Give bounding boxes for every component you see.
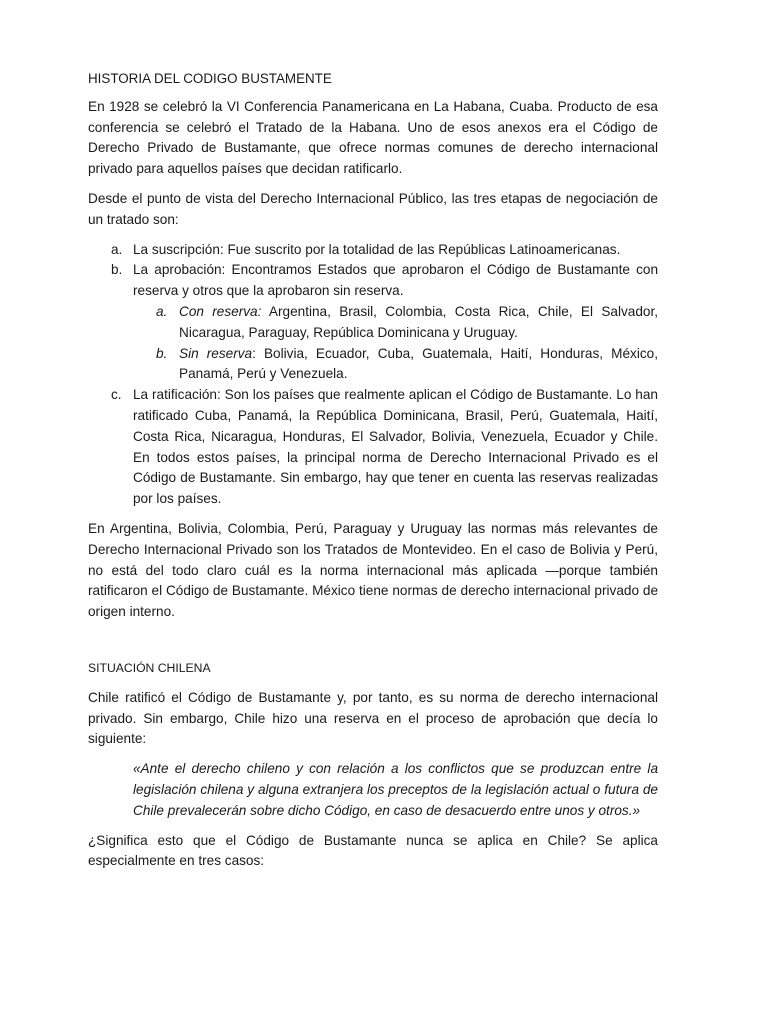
- sublist-item-con-reserva: [133, 302, 658, 344]
- paragraph-history: En 1928 se celebró la VI Conferencia Panamericana en La Habana, Cuaba. Producto de esa conferencia se celebró el Tratado de la Habana. Uno de esos anexos era el Código de Derecho Privado de Bustamante, que ofrece normas comunes de derecho internacional privado para aquellos países que decidan ratificarlo.: [88, 98, 658, 177]
- section-heading: SITUACIÓN CHILENA: [88, 660, 211, 675]
- list-item-ratificacion: [88, 385, 658, 510]
- sublist-text: Argentina, Brasil, Colombia, Costa Rica, Chile, El Salvador, Nicaragua, Paraguay, República Dominicana y Uruguay.: [179, 303, 658, 340]
- list-item-suscripcion: [88, 240, 658, 261]
- sublist-text: : Bolivia, Ecuador, Cuba, Guatemala, Haití, Honduras, México, Panamá, Perú y Venezuela.: [179, 345, 658, 382]
- document-body: [88, 69, 658, 881]
- list-marker: c.: [111, 387, 122, 403]
- stages-list: [88, 240, 658, 510]
- sublist-label: Con reserva:: [179, 303, 262, 319]
- list-item-text: La suscripción: Fue suscrito por la totalidad de las Repúblicas Latinoamericanas.: [133, 241, 621, 257]
- sublist-marker: a.: [156, 303, 168, 319]
- paragraph-question: ¿Significa esto que el Código de Bustamante nunca se aplica en Chile? Se aplica especialmente en tres casos:: [88, 832, 658, 869]
- document-title: HISTORIA DEL CODIGO BUSTAMENTE: [88, 71, 332, 86]
- reservation-quote: «Ante el derecho chileno y con relación a los conflictos que se produzcan entre la legislación chilena y alguna extranjera los preceptos de la legislación actual o futura de Chile prevalecerán sobre dicho Código, en caso de desacuerdo entre unos y otros.»: [133, 761, 658, 818]
- approval-sublist: [133, 302, 658, 385]
- paragraph-montevideo: En Argentina, Bolivia, Colombia, Perú, Paraguay y Uruguay las normas más relevantes de Derecho Internacional Privado son los Tratados de Montevideo. En el caso de Bolivia y Perú, no está del todo claro cuál es la norma internacional más aplicada —porque también ratificaron el Código de Bustamante. México tiene normas de derecho internacional privado de origen interno.: [88, 520, 658, 620]
- sublist-label: Sin reserva: [179, 345, 253, 361]
- list-item-aprobacion: [88, 260, 658, 385]
- list-item-text: La ratificación: Son los países que realmente aplican el Código de Bustamante. Lo han ratificado Cuba, Panamá, la República Dominicana, Brasil, Perú, Guatemala, Haití, Costa Rica, Nicaragua, Honduras, El Salvador, Bolivia, Venezuela, Ecuador y Chile. En todos estos países, la principal norma de Derecho Internacional Privado es el Código de Bustamante. Sin embargo, hay que tener en cuenta las reservas realizadas por los países.: [133, 387, 658, 507]
- list-item-text: La aprobación: Encontramos Estados que aprobaron el Código de Bustamante con reserva y otros que la aprobaron sin reserva.: [133, 262, 658, 299]
- list-marker: b.: [111, 262, 123, 278]
- paragraph-stages-intro: Desde el punto de vista del Derecho Internacional Público, las tres etapas de negociación de un tratado son:: [88, 190, 658, 227]
- paragraph-chile: Chile ratificó el Código de Bustamante y, por tanto, es su norma de derecho internacional privado. Sin embargo, Chile hizo una reserva en el proceso de aprobación que decía lo siguiente:: [88, 689, 658, 747]
- sublist-item-sin-reserva: [133, 344, 658, 386]
- sublist-marker: b.: [156, 345, 168, 361]
- list-marker: a.: [111, 241, 123, 257]
